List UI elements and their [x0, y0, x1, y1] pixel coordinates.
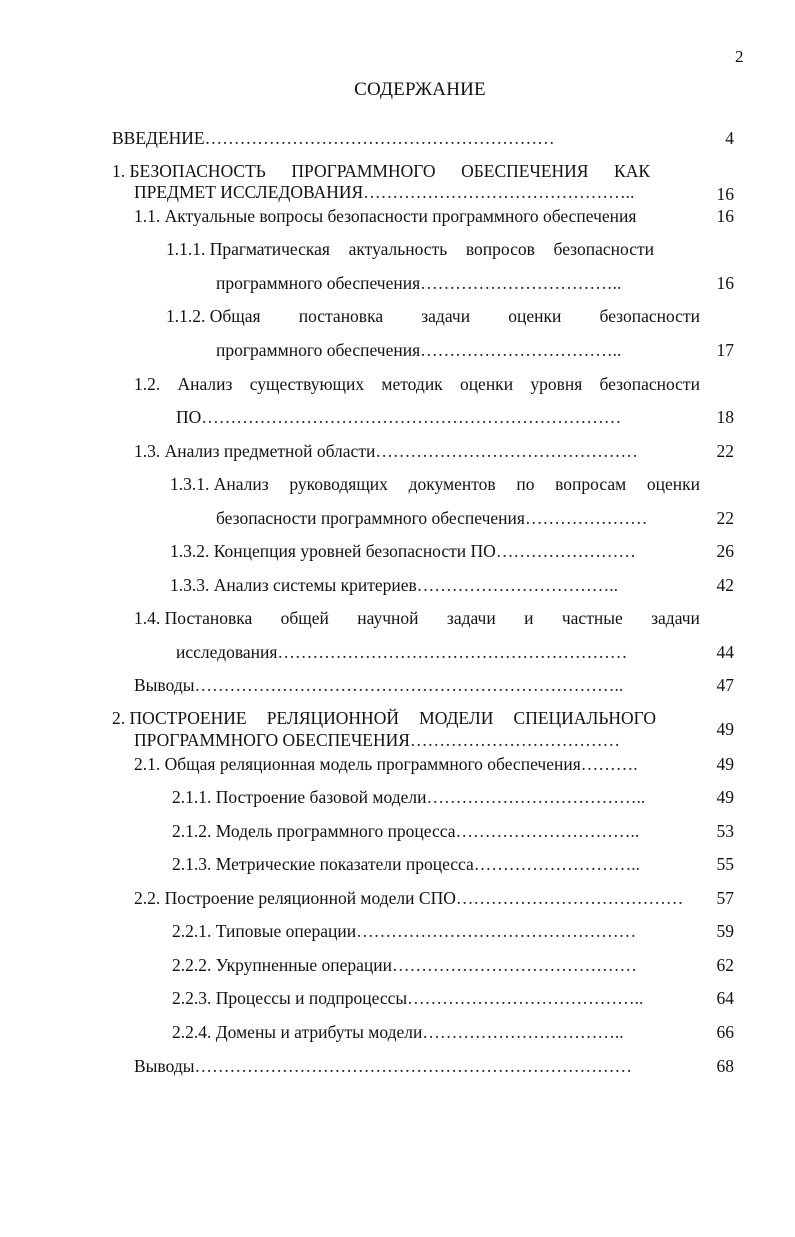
toc-entry-text: Выводы [134, 675, 195, 695]
toc-word: 1.3.1. Анализ [170, 474, 269, 494]
toc-leader-dots: ………. [580, 754, 638, 774]
toc-entry-conclusions-2 [134, 1056, 632, 1076]
toc-page-number: 59 [716, 921, 734, 941]
toc-entry-text: 2.1.2. Модель программного процесса [172, 821, 456, 841]
toc-entry-text: безопасности программного обеспечения [216, 508, 525, 528]
toc-leader-dots: ……………………………………………………………… [201, 407, 622, 427]
toc-entry-ch1-line1 [112, 161, 650, 181]
toc-entry-text: исследования [176, 642, 278, 662]
toc-entry-text: ПРОГРАММНОГО ОБЕСПЕЧЕНИЯ [134, 730, 410, 750]
toc-leader-dots: …………………………….. [420, 273, 622, 293]
toc-entry-2-2-1 [172, 921, 636, 941]
toc-entry-1-4-line1 [134, 608, 700, 628]
toc-leader-dots: ………………………………………………………………… [194, 1056, 632, 1076]
toc-word: существующих [249, 374, 365, 394]
toc-word: безопасности [599, 374, 700, 394]
toc-word: безопасности [599, 306, 700, 326]
toc-entry-text: 1.3.3. Анализ системы критериев [170, 575, 417, 595]
toc-page-number: 55 [716, 854, 734, 874]
toc-entry-1-2-line2 [176, 407, 621, 427]
toc-page-number: 4 [725, 128, 734, 148]
toc-entry-text: 2.2.3. Процессы и подпроцессы [172, 988, 408, 1008]
toc-leader-dots: ……………………………………… [375, 441, 638, 461]
toc-entry-2-1-2 [172, 821, 639, 841]
toc-word: уровня [530, 374, 583, 394]
toc-page-number: 22 [716, 441, 734, 461]
toc-entry-2-2-4 [172, 1022, 624, 1042]
toc-entry-text: 2.1.1. Построение базовой модели [172, 787, 427, 807]
toc-word: 1.2. [134, 374, 161, 394]
toc-word: актуальность [348, 239, 448, 259]
toc-entry-text: Выводы [134, 1056, 195, 1076]
toc-leader-dots: ………………………….. [455, 821, 640, 841]
toc-leader-dots: …………………… [495, 541, 636, 561]
toc-page-number: 62 [716, 955, 734, 975]
toc-entry-text: 2.2.2. Укрупненные операции [172, 955, 392, 975]
toc-page-number: 16 [716, 273, 734, 293]
toc-entry-text: 1.3. Анализ предметной области [134, 441, 376, 461]
toc-entry-text: 1.1. Актуальные вопросы безопасности программного обеспечения [134, 206, 637, 226]
toc-page-number: 66 [716, 1022, 734, 1042]
toc-word: 1. БЕЗОПАСНОСТЬ [112, 161, 266, 181]
toc-entry-text: ПО [176, 407, 202, 427]
toc-page-number: 49 [716, 787, 734, 807]
toc-page-number: 26 [716, 541, 734, 561]
toc-page-number: 53 [716, 821, 734, 841]
toc-entry-1-1-1-line1 [166, 239, 654, 259]
toc-word: РЕЛЯЦИОННОЙ [266, 708, 399, 728]
toc-entry-text: программного обеспечения [216, 340, 421, 360]
toc-word: по [516, 474, 535, 494]
toc-page-number: 49 [716, 719, 734, 739]
toc-entry-1-3-1-line1 [170, 474, 700, 494]
toc-page-number: 16 [716, 206, 734, 226]
toc-word: оценки [459, 374, 514, 394]
toc-word: 1.1.1. Прагматическая [166, 239, 330, 259]
toc-entry-1-4-line2 [176, 642, 627, 662]
toc-entry-2-1-1 [172, 787, 645, 807]
toc-entry-1-1 [134, 206, 636, 226]
toc-leader-dots: ………………… [524, 508, 648, 528]
toc-page-number: 57 [716, 888, 734, 908]
toc-leader-dots: …………………………………………………… [277, 642, 628, 662]
toc-entry-text: 2.1.3. Метрические показатели процесса [172, 854, 474, 874]
toc-entry-1-3-2 [170, 541, 636, 561]
toc-entry-1-3-1-line2 [216, 508, 647, 528]
toc-word: КАК [614, 161, 650, 181]
toc-word: задачи [446, 608, 496, 628]
toc-entry-intro [112, 128, 555, 148]
toc-entry-text: программного обеспечения [216, 273, 421, 293]
toc-entry-1-1-2-line2 [216, 340, 621, 360]
toc-leader-dots: ……………………………… [409, 730, 620, 750]
toc-word: 1.4. Постановка [134, 608, 253, 628]
toc-word: вопросов [465, 239, 535, 259]
toc-entry-2-2 [134, 888, 683, 908]
toc-leader-dots: ……………………………………….. [363, 182, 635, 202]
toc-word: ОБЕСПЕЧЕНИЯ [461, 161, 589, 181]
toc-page-number: 44 [716, 642, 734, 662]
toc-entry-2-1 [134, 754, 638, 774]
toc-word: руководящих [289, 474, 388, 494]
toc-entry-2-1-3 [172, 854, 640, 874]
toc-entry-1-3 [134, 441, 638, 461]
toc-entry-text: 2.2.1. Типовые операции [172, 921, 357, 941]
toc-entry-1-2-line1 [134, 374, 700, 394]
toc-page-number: 49 [716, 754, 734, 774]
toc-entry-text: ПРЕДМЕТ ИССЛЕДОВАНИЯ [134, 182, 364, 202]
toc-leader-dots: …………………………….. [420, 340, 622, 360]
toc-leader-dots: …………………………….. [422, 1022, 624, 1042]
toc-word: МОДЕЛИ [419, 708, 494, 728]
toc-entry-text: 1.3.2. Концепция уровней безопасности ПО [170, 541, 496, 561]
toc-page-number: 64 [716, 988, 734, 1008]
toc-entry-1-3-3 [170, 575, 618, 595]
toc-word: 1.1.2. Общая [166, 306, 261, 326]
toc-entry-1-1-2-line1 [166, 306, 700, 326]
toc-word: задачи [651, 608, 700, 628]
toc-word: оценки [646, 474, 700, 494]
toc-word: документов [408, 474, 496, 494]
toc-word: СПЕЦИАЛЬНОГО [513, 708, 656, 728]
toc-word: вопросам [555, 474, 627, 494]
toc-page-number: 47 [716, 675, 734, 695]
toc-entry-text: ВВЕДЕНИЕ [112, 128, 205, 148]
toc-leader-dots: …………………………………………………… [204, 128, 555, 148]
toc-word: частные [561, 608, 623, 628]
toc-entry-1-1-1-line2 [216, 273, 621, 293]
toc-leader-dots: …………………………….. [416, 575, 619, 595]
toc-leader-dots: ………………………………….. [407, 988, 644, 1008]
toc-word: и [524, 608, 534, 628]
toc-leader-dots: ………………………………………… [356, 921, 637, 941]
toc-word: постановка [298, 306, 384, 326]
toc-entry-2-2-3 [172, 988, 643, 1008]
toc-page-number: 17 [716, 340, 734, 360]
toc-word: безопасности [553, 239, 654, 259]
toc-page-number: 42 [716, 575, 734, 595]
page-title: СОДЕРЖАНИЕ [354, 79, 486, 100]
toc-page-number: 16 [716, 184, 734, 204]
toc-entry-ch1-line2 [134, 182, 634, 202]
toc-entry-text: 2.1. Общая реляционная модель программного обеспечения [134, 754, 581, 774]
page-number: 2 [735, 47, 744, 66]
toc-entry-text: 2.2.4. Домены и атрибуты модели [172, 1022, 423, 1042]
toc-word: методик [381, 374, 443, 394]
toc-entry-2-2-2 [172, 955, 637, 975]
toc-entry-conclusions-1 [134, 675, 623, 695]
toc-entry-text: 2.2. Построение реляционной модели СПО [134, 888, 456, 908]
toc-page-number: 68 [716, 1056, 734, 1076]
toc-word: 2. ПОСТРОЕНИЕ [112, 708, 247, 728]
toc-word: общей [280, 608, 329, 628]
toc-leader-dots: ……………………………….. [426, 787, 646, 807]
toc-page-number: 18 [716, 407, 734, 427]
toc-entry-ch2-line1 [112, 708, 656, 728]
toc-word: Анализ [177, 374, 233, 394]
toc-leader-dots: ……………………….. [473, 854, 641, 874]
toc-word: оценки [508, 306, 562, 326]
toc-leader-dots: ………………………………… [455, 888, 684, 908]
toc-entry-ch2-line2 [134, 730, 620, 750]
toc-word: научной [357, 608, 419, 628]
toc-leader-dots: ……………………………………………………………….. [194, 675, 624, 695]
toc-page-number: 22 [716, 508, 734, 528]
toc-leader-dots: …………………………………… [392, 955, 637, 975]
toc-word: задачи [421, 306, 471, 326]
toc-word: ПРОГРАММНОГО [291, 161, 436, 181]
